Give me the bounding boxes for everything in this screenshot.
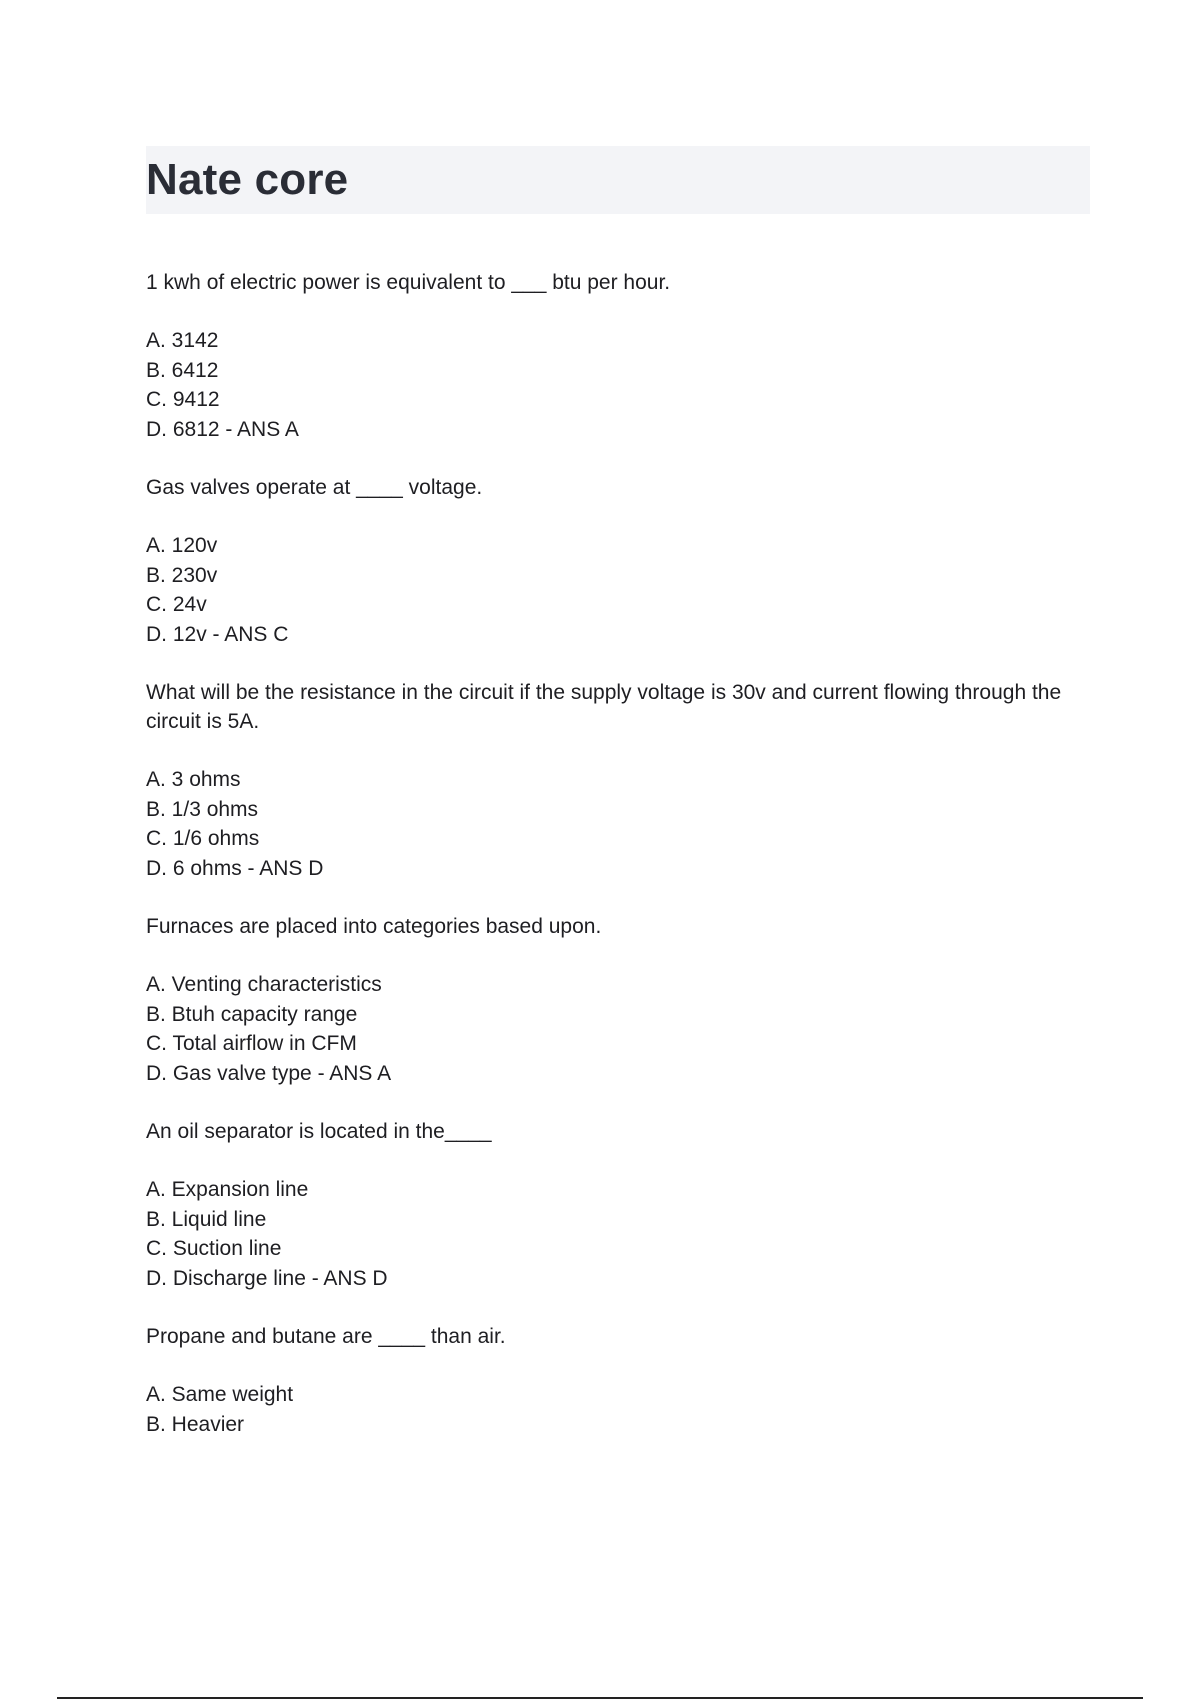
option-c: C. 9412 (146, 388, 220, 411)
question-text: Furnaces are placed into categories based upon. (146, 915, 602, 938)
question-3 (146, 678, 1090, 883)
option-d: D. 12v - ANS C (146, 622, 289, 646)
option-list (146, 326, 1090, 444)
option-b: B. Heavier (146, 1412, 245, 1436)
option-a: A. Expansion line (146, 1178, 309, 1201)
option-list (146, 765, 1090, 883)
option-d: D. 6812 - ANS A (146, 417, 299, 441)
question-1 (146, 268, 1090, 444)
option-list (146, 531, 1090, 649)
question-text: An oil separator is located in the____ (146, 1120, 492, 1143)
question-text: 1 kwh of electric power is equivalent to ___ btu per hour. (146, 271, 671, 294)
option-b: B. Btuh capacity range (146, 1002, 358, 1026)
option-b: B. 230v (146, 563, 218, 587)
question-list (146, 268, 1090, 1468)
option-list (146, 1380, 1090, 1439)
question-text: Gas valves operate at ____ voltage. (146, 476, 483, 499)
option-a: A. Same weight (146, 1383, 294, 1406)
option-c: C. Total airflow in CFM (146, 1032, 357, 1055)
option-a: A. Venting characteristics (146, 973, 382, 996)
option-a: A. 3142 (146, 329, 219, 352)
option-d: D. Gas valve type - ANS A (146, 1061, 392, 1085)
question-text: What will be the resistance in the circuit if the supply voltage is 30v and current flowing through the circuit is 5A. (146, 681, 1062, 733)
option-d: D. 6 ohms - ANS D (146, 856, 324, 880)
question-text: Propane and butane are ____ than air. (146, 1325, 506, 1348)
question-6 (146, 1322, 1090, 1439)
option-a: A. 3 ohms (146, 768, 241, 791)
question-2 (146, 473, 1090, 649)
option-b: B. 1/3 ohms (146, 797, 259, 821)
option-d: D. Discharge line - ANS D (146, 1266, 388, 1290)
question-4 (146, 912, 1090, 1088)
option-a: A. 120v (146, 534, 218, 557)
option-c: C. Suction line (146, 1237, 282, 1260)
footer-divider (57, 1697, 1143, 1699)
option-c: C. 1/6 ohms (146, 827, 260, 850)
option-list (146, 970, 1090, 1088)
page-title: Nate core (146, 155, 349, 204)
option-list (146, 1175, 1090, 1293)
option-b: B. 6412 (146, 358, 219, 382)
option-c: C. 24v (146, 593, 207, 616)
title-bar (146, 146, 1090, 214)
option-b: B. Liquid line (146, 1207, 267, 1231)
question-5 (146, 1117, 1090, 1293)
